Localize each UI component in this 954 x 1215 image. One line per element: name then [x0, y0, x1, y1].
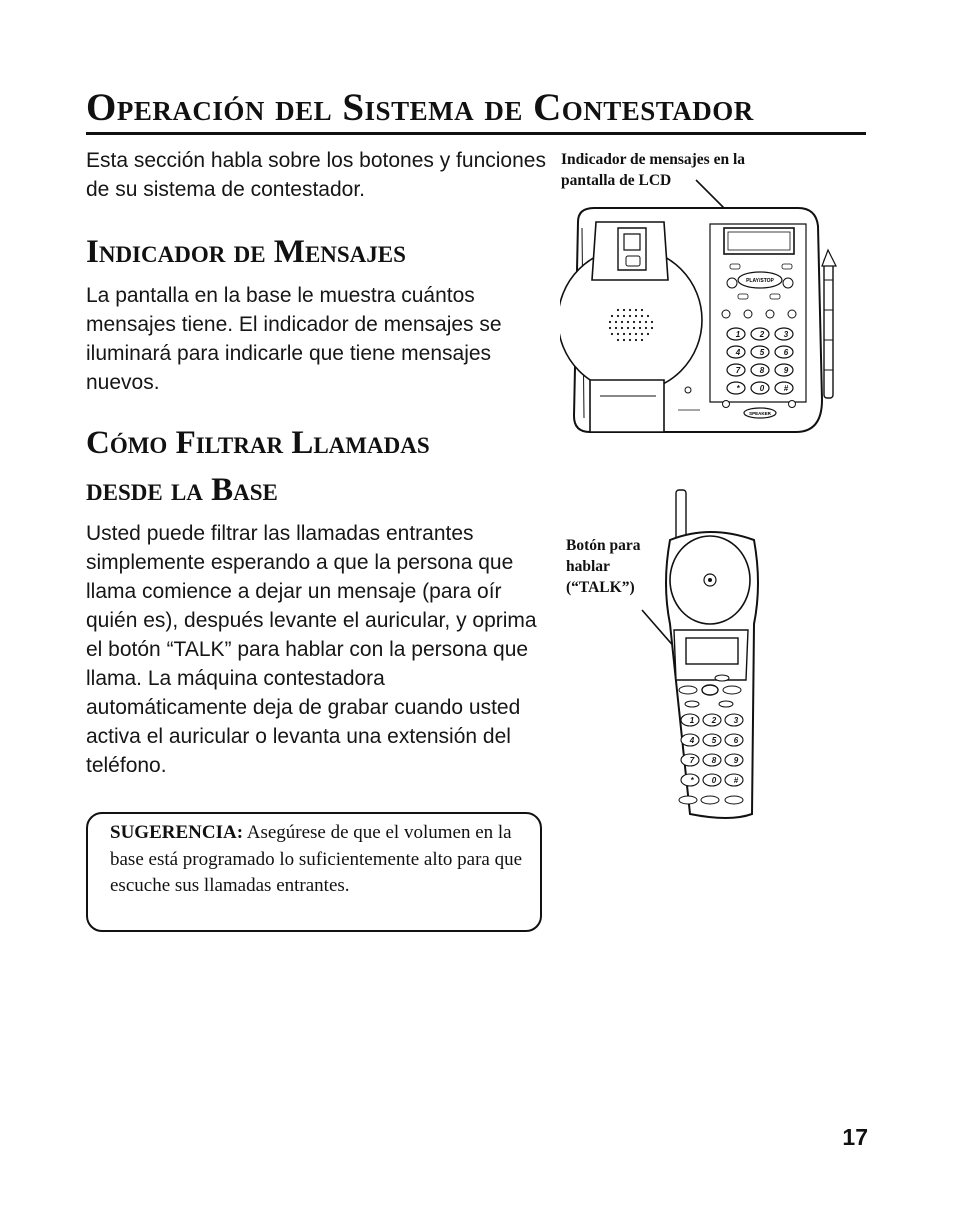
page-title: Operación del Sistema de Contestador — [86, 86, 866, 135]
base-figure-caption: Indicador de mensajes en la pantalla de LCD — [561, 151, 746, 189]
svg-text:3: 3 — [733, 716, 739, 725]
section-body-filtrar: Usted puede filtrar las llamadas entrantes simplemente esperando a que la persona que llama comience a dejar un mensaje (para oír quién es), después levante el auricular, y oprima el botón “TALK” para hablar con la persona que llama. La máquina contestadora automáticamente deja de grabar cuando usted activa el auricular o levanta una extensión del teléfono. — [86, 522, 537, 777]
svg-text:0: 0 — [759, 384, 765, 393]
tip-box — [86, 812, 542, 932]
svg-text:1: 1 — [735, 330, 741, 339]
tip-label: SUGERENCIA: — [110, 822, 244, 843]
svg-text:3: 3 — [783, 330, 789, 339]
intro-paragraph: Esta sección habla sobre los botones y funciones de su sistema de contestador. — [86, 149, 546, 201]
talk-button[interactable] — [702, 685, 718, 695]
section-body-indicador: La pantalla en la base le muestra cuántos mensajes tiene. El indicador de mensajes se iluminará para indicarle que tiene mensajes nuevos. — [86, 284, 502, 394]
handset-illustration — [630, 484, 780, 824]
svg-text:6: 6 — [783, 348, 789, 357]
svg-text:5: 5 — [759, 348, 765, 357]
svg-text:1: 1 — [689, 716, 695, 725]
svg-text:9: 9 — [783, 366, 789, 375]
page-number: 17 — [842, 1124, 868, 1150]
svg-text:8: 8 — [711, 756, 717, 765]
svg-text:0: 0 — [711, 776, 717, 785]
base-unit-illustration — [560, 170, 860, 450]
svg-text:7: 7 — [689, 756, 695, 765]
svg-text:#: # — [783, 384, 789, 393]
svg-text:9: 9 — [733, 756, 739, 765]
svg-text:*: * — [736, 384, 740, 393]
base-speaker-label: SPEAKER — [749, 411, 771, 416]
section-heading-filtrar-line2: desde la Base — [86, 472, 278, 508]
svg-text:*: * — [690, 776, 694, 785]
handset-figure-caption: Botón para hablar (“TALK”) — [566, 537, 641, 596]
svg-text:6: 6 — [733, 736, 739, 745]
svg-text:5: 5 — [711, 736, 717, 745]
svg-text:4: 4 — [735, 348, 741, 357]
section-heading-indicador: Indicador de Mensajes — [86, 234, 406, 270]
base-play-stop-label: PLAY/STOP — [746, 278, 774, 284]
svg-text:2: 2 — [759, 330, 765, 339]
tip-text: Asegúrese de que el volumen en la base está programado lo suficientemente alto para que escuche sus llamadas entrantes. — [110, 822, 523, 896]
section-heading-filtrar-line1: Cómo Filtrar Llamadas — [86, 425, 430, 461]
svg-text:#: # — [733, 776, 739, 785]
svg-text:7: 7 — [735, 366, 741, 375]
svg-text:8: 8 — [759, 366, 765, 375]
svg-text:2: 2 — [711, 716, 717, 725]
svg-text:4: 4 — [689, 736, 695, 745]
